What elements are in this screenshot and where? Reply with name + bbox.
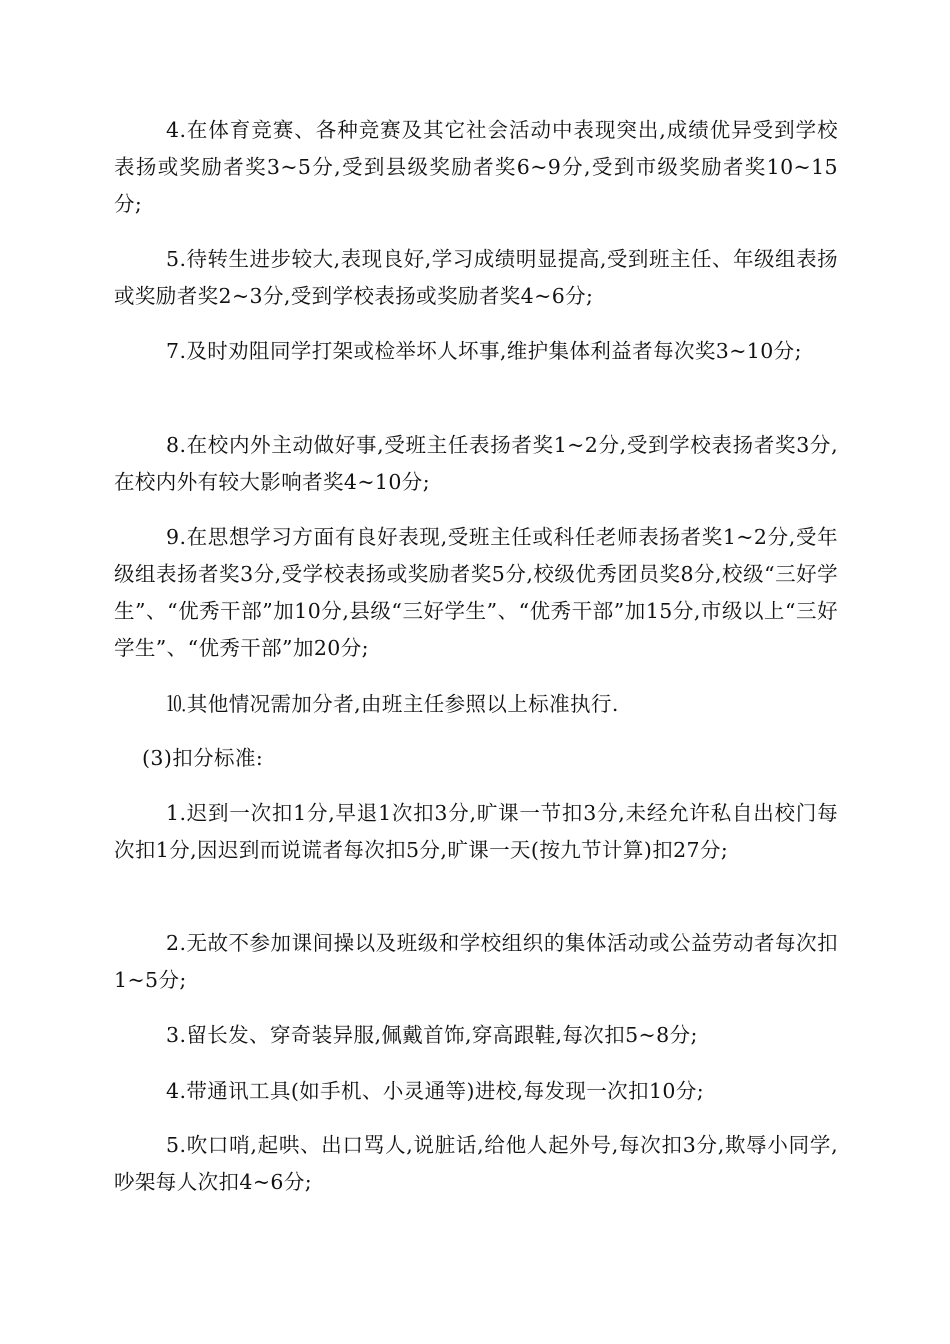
paragraph-award-item-5: 5.待转生进步较大,表现良好,学习成绩明显提高,受到班主任、年级组表扬或奖励者奖2~3分,受到学校表扬或奖励者奖4~6分; — [114, 247, 838, 308]
section-heading-deduction: (3)扣分标准: — [142, 746, 264, 770]
paragraph-award-item-9: 9.在思想学习方面有良好表现,受班主任或科任老师表扬者奖1~2分,受年级组表扬者奖3分,受学校表扬或奖励者奖5分,校级优秀团员奖8分,校级“三好学生”、“优秀干部”加10分,县级“三好学生”、“优秀干部”加15分,市级以上“三好学生”、“优秀干部”加20分; — [114, 525, 838, 660]
paragraph-award-item-10: ⒑其他情况需加分者,由班主任参照以上标准执行. — [166, 692, 619, 716]
paragraph-deduction-item-3: 3.留长发、穿奇装异服,佩戴首饰,穿高跟鞋,每次扣5~8分; — [166, 1023, 698, 1047]
paragraph-deduction-item-1: 1.迟到一次扣1分,早退1次扣3分,旷课一节扣3分,未经允许私自出校门每次扣1分,因迟到而说谎者每次扣5分,旷课一天(按九节计算)扣27分; — [114, 801, 838, 862]
paragraph-deduction-item-4: 4.带通讯工具(如手机、小灵通等)进校,每发现一次扣10分; — [166, 1079, 705, 1103]
paragraph-award-item-8: 8.在校内外主动做好事,受班主任表扬者奖1~2分,受到学校表扬者奖3分,在校内外有较大影响者奖4~10分; — [114, 433, 838, 494]
paragraph-award-item-7: 7.及时劝阻同学打架或检举坏人坏事,维护集体利益者每次奖3~10分; — [166, 339, 802, 363]
paragraph-award-item-4: 4.在体育竞赛、各种竞赛及其它社会活动中表现突出,成绩优异受到学校表扬或奖励者奖3~5分,受到县级奖励者奖6~9分,受到市级奖励者奖10~15分; — [114, 118, 838, 216]
paragraph-deduction-item-2: 2.无故不参加课间操以及班级和学校组织的集体活动或公益劳动者每次扣1~5分; — [114, 931, 838, 992]
paragraph-deduction-item-5: 5.吹口哨,起哄、出口骂人,说脏话,给他人起外号,每次扣3分,欺辱小同学,吵架每人次扣4~6分; — [114, 1133, 838, 1194]
